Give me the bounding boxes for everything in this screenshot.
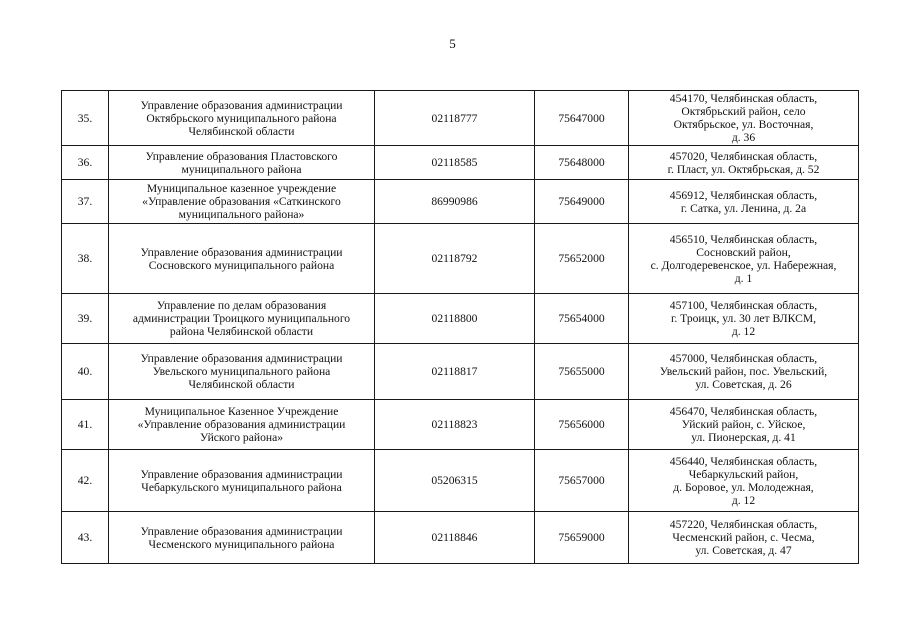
table-row: [62, 512, 859, 564]
page-number: 5: [449, 36, 456, 51]
okpo-code: 02118777: [375, 91, 535, 146]
row-number: 39.: [62, 294, 109, 344]
oktmo-code: 75654000: [535, 294, 629, 344]
organization-name: Управление образования администрации Октябрьского муниципального района Челябинской области: [109, 91, 375, 146]
postal-address: 456470, Челябинская область, Уйский район, с. Уйское, ул. Пионерская, д. 41: [629, 400, 859, 450]
table-row: [62, 146, 859, 180]
oktmo-code: 75657000: [535, 450, 629, 512]
organization-name: Управление образования администрации Сосновского муниципального района: [109, 224, 375, 294]
postal-address: 456912, Челябинская область, г. Сатка, ул. Ленина, д. 2а: [629, 180, 859, 224]
postal-address: 454170, Челябинская область, Октябрьский район, село Октябрьское, ул. Восточная, д. 36: [629, 91, 859, 146]
row-number: 37.: [62, 180, 109, 224]
row-number: 36.: [62, 146, 109, 180]
row-number: 41.: [62, 400, 109, 450]
oktmo-code: 75655000: [535, 344, 629, 400]
okpo-code: 02118585: [375, 146, 535, 180]
okpo-code: 02118817: [375, 344, 535, 400]
table-row: [62, 450, 859, 512]
oktmo-code: 75648000: [535, 146, 629, 180]
organization-name: Управление по делам образования администрации Троицкого муниципального района Челябинской области: [109, 294, 375, 344]
organization-name: Управление образования Пластовского муниципального района: [109, 146, 375, 180]
oktmo-code: 75647000: [535, 91, 629, 146]
postal-address: 456440, Челябинская область, Чебаркульский район, д. Боровое, ул. Молодежная, д. 12: [629, 450, 859, 512]
okpo-code: 02118792: [375, 224, 535, 294]
row-number: 43.: [62, 512, 109, 564]
organization-name: Муниципальное казенное учреждение «Управление образования «Саткинского муниципального района»: [109, 180, 375, 224]
table-row: [62, 400, 859, 450]
okpo-code: 02118846: [375, 512, 535, 564]
row-number: 35.: [62, 91, 109, 146]
oktmo-code: 75656000: [535, 400, 629, 450]
postal-address: 457220, Челябинская область, Чесменский район, с. Чесма, ул. Советская, д. 47: [629, 512, 859, 564]
okpo-code: 02118823: [375, 400, 535, 450]
row-number: 40.: [62, 344, 109, 400]
oktmo-code: 75659000: [535, 512, 629, 564]
organization-name: Муниципальное Казенное Учреждение «Управление образования администрации Уйского района»: [109, 400, 375, 450]
row-number: 38.: [62, 224, 109, 294]
postal-address: 457020, Челябинская область, г. Пласт, ул. Октябрьская, д. 52: [629, 146, 859, 180]
registry-table: [61, 90, 859, 564]
table-row: [62, 294, 859, 344]
okpo-code: 86990986: [375, 180, 535, 224]
organization-name: Управление образования администрации Чебаркульского муниципального района: [109, 450, 375, 512]
table-row: [62, 344, 859, 400]
postal-address: 457100, Челябинская область, г. Троицк, ул. 30 лет ВЛКСМ, д. 12: [629, 294, 859, 344]
organization-name: Управление образования администрации Чесменского муниципального района: [109, 512, 375, 564]
okpo-code: 02118800: [375, 294, 535, 344]
row-number: 42.: [62, 450, 109, 512]
oktmo-code: 75652000: [535, 224, 629, 294]
table-row: [62, 180, 859, 224]
okpo-code: 05206315: [375, 450, 535, 512]
table-row: [62, 224, 859, 294]
postal-address: 456510, Челябинская область, Сосновский район, с. Долгодеревенское, ул. Набережная, д. 1: [629, 224, 859, 294]
oktmo-code: 75649000: [535, 180, 629, 224]
table-row: [62, 91, 859, 146]
postal-address: 457000, Челябинская область, Увельский район, пос. Увельский, ул. Советская, д. 26: [629, 344, 859, 400]
organization-name: Управление образования администрации Увельского муниципального района Челябинской области: [109, 344, 375, 400]
